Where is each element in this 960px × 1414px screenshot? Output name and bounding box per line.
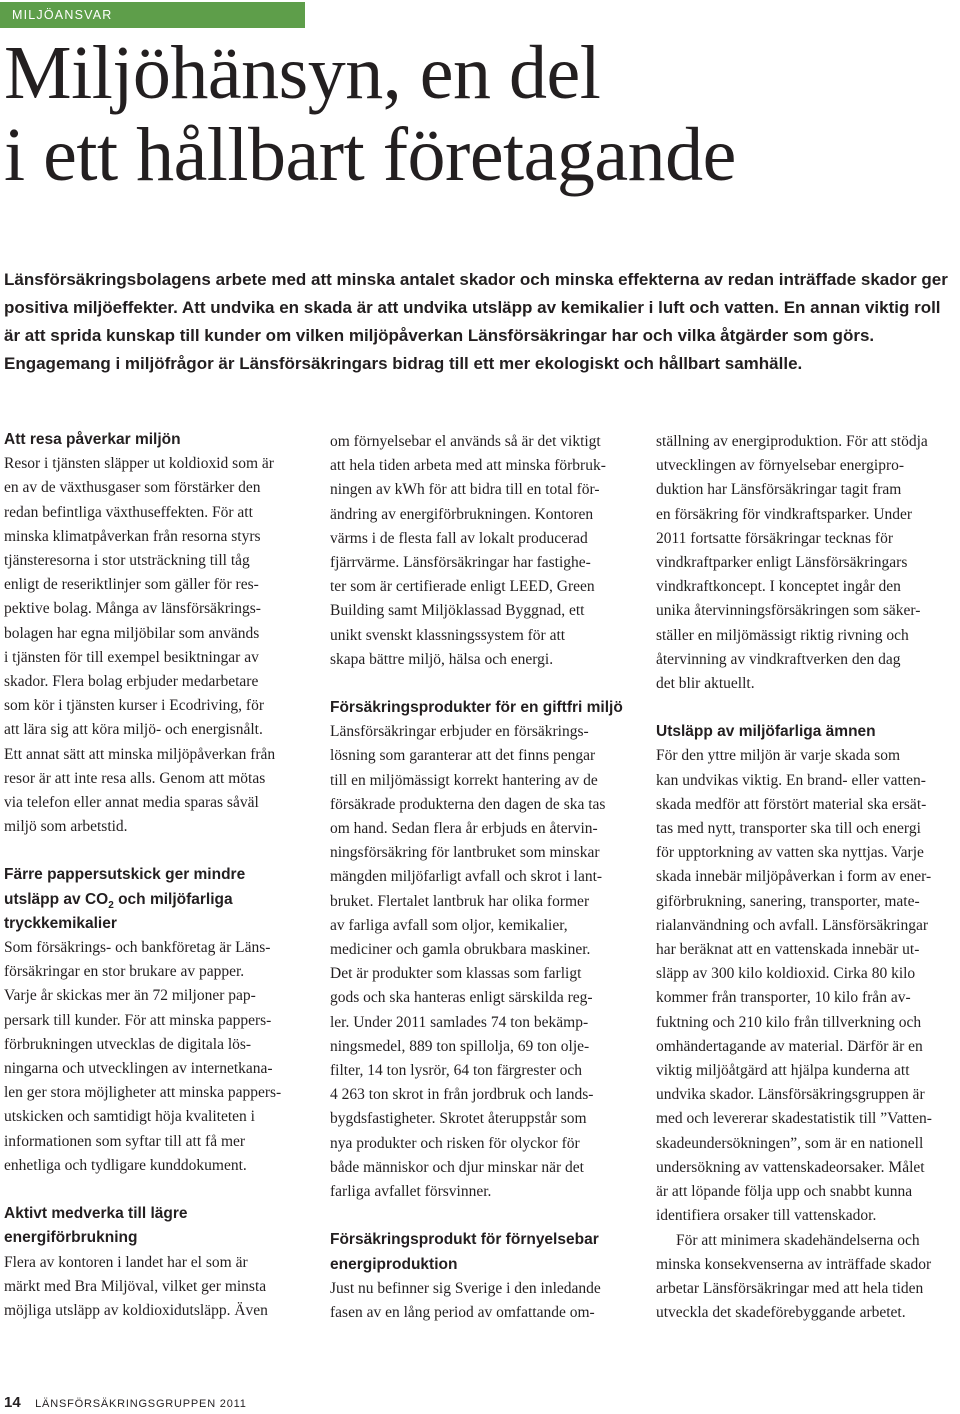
body-text-line: om hand. Sedan flera år erbjuds en återvin- [330,820,598,838]
paragraph-gap [4,1178,304,1202]
body-text-line: tas med nytt, transporter ska till och energi [656,820,921,838]
body-text-line: arbetar Länsförsäkringar med att hela tiden [656,1279,924,1297]
body-text-line: vindkraftkoncept. I konceptet ingår den [656,578,901,596]
page-number: 14 [4,1394,21,1411]
body-text-line: försäkrade produkterna den dagen de ska tas [330,795,606,813]
body-text-line: ningarna och utvecklingen av internetkana- [4,1060,273,1078]
body-text-line: Som försäkrings- och bankföretag är Läns- [4,939,271,957]
paragraph-gap [656,696,960,720]
body-text-line: värms i de flesta fall av lokalt producerad [330,529,588,547]
body-text-line: utvecklingen av förnyelsebar energipro- [656,457,905,475]
body-text-line: miljö som arbetstid. [4,818,128,836]
title-line-1: Miljöhänsyn, en del [4,31,601,115]
body-text-line: som kör i tjänsten kurser i Ecodriving, för [4,697,265,715]
section-heading-line: Färre pappersutskick ger mindre [4,866,246,884]
heading-text: utsläpp av CO [4,890,109,908]
body-text-line: kommer från transporter, 10 kilo från av- [656,989,911,1007]
body-text-line: För den yttre miljön är varje skada som [656,747,901,765]
body-text-line: resor är att inte resa alls. Genom att mötas [4,769,266,787]
section-tag: MILJÖANSVAR [0,2,305,28]
body-text-line: gods och ska hanteras enligt särskilda reg- [330,989,593,1007]
section-heading-line: Försäkringsprodukter för en giftfri miljö [330,699,623,717]
body-text-line: För att minimera skadehändelserna och [676,1231,920,1249]
body-text-line: märkt med Bra Miljöval, vilket ger minsta [4,1277,267,1295]
body-text-line: unika återvinningsförsäkringen som säker- [656,602,921,620]
body-text-line: skapa bättre miljö, hälsa och energi. [330,650,554,668]
section-heading-line: Att resa påverkar miljön [4,431,181,448]
body-text-line: till en miljömässigt korrekt hantering av de [330,771,598,789]
body-text-line: utskicken och samtidigt höja kvaliteten i [4,1108,255,1126]
body-text-line: ter som är certifierade enligt LEED, Green [330,578,595,596]
body-text-line: ningsmedel, 889 ton spillolja, 69 ton olje- [330,1037,590,1055]
body-text-line: att lära sig att köra miljö- och energisnålt. [4,721,263,739]
page-title [4,32,736,196]
body-text-line: mediciner och gamla obrukbara maskiner. [330,941,591,959]
body-text-line: utveckla det skadeförebyggande arbetet. [656,1304,906,1322]
body-text-line: minska konsekvenserna av inträffade skador [656,1255,932,1273]
body-text-line: kan undvikas viktig. En brand- eller vatten- [656,771,926,789]
body-text-line: lösning som garanterar att det finns pengar [330,747,596,765]
body-text-line: Building samt Miljöklassad Byggnad, ett [330,602,585,620]
body-text-line: möjliga utsläpp av koldioxidutsläpp. Även [4,1301,268,1319]
section-heading-line [4,888,304,912]
body-text-line: försäkringar en stor brukare av papper. [4,963,245,981]
paragraph-gap [4,839,304,863]
body-text-line: rialanvändning och avfall. Länsförsäkringar [656,916,929,934]
body-text-line: i tjänsten för till exempel besiktningar av [4,648,259,666]
paragraph-gap [330,672,630,696]
body-text-line: skador. Flera bolag erbjuder medarbetare [4,673,259,691]
body-text-line: förbrukningen utvecklas de digitala lös- [4,1035,252,1053]
publication-name: LÄNSFÖRSÄKRINGSGRUPPEN 2011 [35,1398,247,1410]
body-text-line: unikt svenskt klassningssystem för att [330,626,566,644]
body-text-line: identifiera orsaker till vattenskador. [656,1207,877,1225]
body-text-line: Just nu befinner sig Sverige i den inledande [330,1279,601,1297]
lead-paragraph: Länsförsäkringsbolagens arbete med att minska antalet skador och minska effekterna av redan inträffade skador ger positiva miljöeffekter. Att undvika en skada är att undvika utsläpp av kemikalier i luft och vatten. En annan viktig roll är att sprida kunskap till kunder om vilken miljöpåverkan Länsförsäkringar har och vilka åtgärder som görs. Engagemang i miljöfrågor är Länsförsäkringars bidrag till ett mer ekologiskt och hållbart samhälle. [4,270,948,373]
body-text-line: både människor och djur minskar när det [330,1158,584,1176]
body-text-line: undvika skador. Länsförsäkringsgruppen är [656,1086,925,1104]
section-heading-line: tryckkemikalier [4,914,117,932]
body-text-line: 2011 fortsatte försäkringar tecknas för [656,529,894,547]
heading-text: och miljöfarliga [113,890,233,908]
body-text-line: viktig miljöåtgärd att hjälpa kunderna att [656,1062,910,1080]
body-text-line: en försäkring för vindkraftsparker. Under [656,505,913,523]
body-text-line: farliga avfallet försvinner. [330,1183,492,1201]
body-text-line: det blir aktuellt. [656,675,755,693]
body-text-line: tjänsteresorna i stor utsträckning till tåg [4,552,250,570]
body-text-line: ställer en miljömässigt riktig rivning och [656,626,909,644]
body-text-line: via telefon eller annat media sparas såväl [4,794,259,812]
section-heading-line: energiproduktion [330,1255,458,1273]
body-text-line: Flera av kontoren i landet har el som är [4,1253,248,1271]
body-text-line: skada innebär miljöpåverkan i form av ener- [656,868,932,886]
body-text-line: ändring av energiförbrukningen. Kontoren [330,505,594,523]
section-heading-line: Försäkringsprodukt för förnyelsebar [330,1231,599,1249]
page-footer [4,1394,247,1412]
body-text-line: har beräknat att en vattenskada innebär ut- [656,941,920,959]
body-text-line: undersökning av vattenskadeorsaker. Målet [656,1158,925,1176]
body-text-line: med och levererar skadestatistik till ”Vatten- [656,1110,932,1128]
title-line-2: i ett hållbart företagande [4,113,736,197]
body-text-line: skadeundersökningen”, som är en nationell [656,1134,924,1152]
body-text-line: fuktning och 210 kilo från tillverkning och [656,1013,922,1031]
body-text-line: len ger stora möjligheter att minska pappers- [4,1084,282,1102]
body-text-line: släpp av 300 kilo koldioxid. Cirka 80 kilo [656,965,916,983]
body-text-line: enhetliga och tydligare kunddokument. [4,1156,247,1174]
body-text-line: att hela tiden arbeta med att minska förbruk- [330,457,606,475]
section-heading-line: Utsläpp av miljöfarliga ämnen [656,723,876,741]
paragraph-gap [330,1204,630,1228]
body-text-line: Varje år skickas mer än 72 miljoner pap- [4,987,256,1005]
body-text-line: nya produkter och risken för olyckor för [330,1134,580,1152]
body-text-line: redan befintliga växthuseffekten. För att [4,503,253,521]
body-text-line: informationen som syftar till att få mer [4,1132,246,1150]
body-text-line: en av de växthusgaser som förstärker den [4,479,261,497]
body-text-line: pektive bolag. Många av länsförsäkrings- [4,600,261,618]
body-text-line: duktion har Länsförsäkringar tagit fram [656,481,902,499]
body-text-line: persark till kunder. För att minska pappers- [4,1011,272,1029]
body-text-line: är att löpande följa upp och snabbt kunna [656,1183,913,1201]
co2-subscript: 2 [108,899,114,911]
body-text-line: filter, 14 ton lysrör, 64 ton färgrester och [330,1062,583,1080]
body-text-line: ler. Under 2011 samlades 74 ton bekämp- [330,1013,589,1031]
body-text-line: enligt de reseriktlinjer som gäller för res- [4,576,259,594]
section-heading-line: Aktivt medverka till lägre [4,1205,188,1223]
body-text-line: 4 263 ton skrot in från jordbruk och lands- [330,1086,594,1104]
text-column-1 [4,428,304,1323]
body-text-line: av farliga avfall som oljor, kemikalier, [330,916,568,934]
body-text-line: ningsförsäkring för lantbruket som minskar [330,844,600,862]
body-text-line: skada medför att förstört material ska ersät- [656,795,927,813]
body-text-line: omhändertagande av material. Därför är en [656,1037,923,1055]
body-text-line: Ett annat sätt att minska miljöpåverkan från [4,745,276,763]
body-text-line: bygdsfastigheter. Skrotet återuppstår som [330,1110,587,1128]
body-text-line: Det är produkter som klassas som farligt [330,965,582,983]
body-text-line: ställning av energiproduktion. För att stödja [656,433,928,450]
text-column-2 [330,430,630,1325]
body-text-line: Länsförsäkringar erbjuder en försäkrings- [330,723,589,741]
body-text-line: fjärrvärme. Länsförsäkringar har fastighe- [330,554,591,572]
body-text-line: för upptorkning av vatten ska nyttjas. Varje [656,844,924,862]
body-text-line: minska klimatpåverkan från resorna styrs [4,527,261,545]
body-text-line: vindkraftparker enligt Länsförsäkringars [656,554,908,572]
body-text-line: giförbrukning, sanering, transporter, mate- [656,892,920,910]
text-column-3 [656,430,960,1325]
body-text-line: Resor i tjänsten släpper ut koldioxid som är [4,455,274,473]
body-text-line: bolagen har egna miljöbilar som används [4,624,260,642]
body-text-line: ningen av kWh för att bidra till en total för- [330,481,600,499]
body-text-line: om förnyelsebar el används så är det viktigt [330,433,601,450]
body-text-line: mängden miljöfarligt avfall och skrot i lant- [330,868,603,886]
body-text-line: fasen av en lång period av omfattande om- [330,1303,595,1321]
body-text-line: återvinning av vindkraftverken den dag [656,650,901,668]
section-heading-line: energiförbrukning [4,1229,138,1247]
body-text-line: bruket. Flertalet lantbruk har olika former [330,892,590,910]
